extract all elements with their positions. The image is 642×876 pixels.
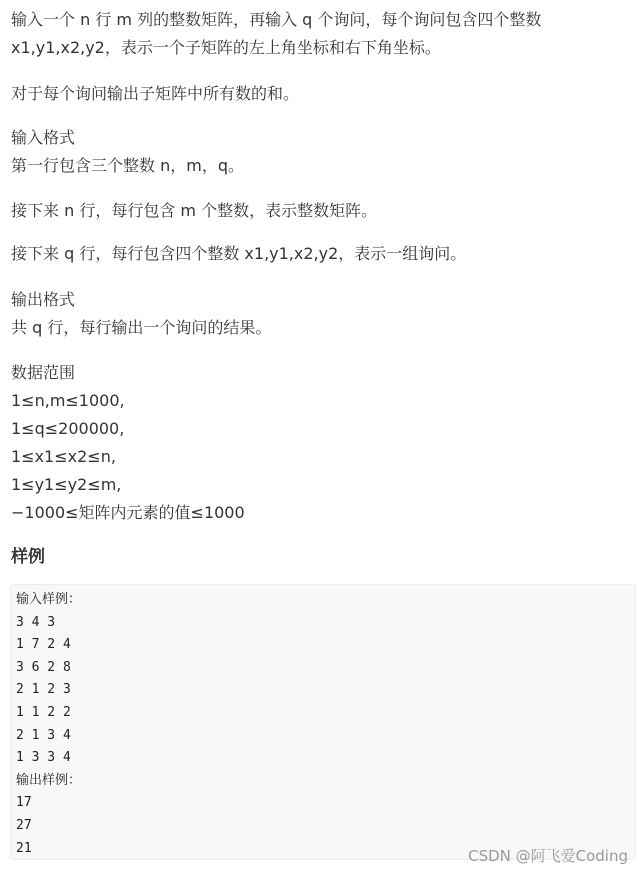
output-format-line-1: 共 q 行，每行输出一个询问的结果。 <box>11 318 272 337</box>
sample-line: 1 3 3 4 <box>16 750 71 766</box>
sample-heading: 样例 <box>11 547 45 567</box>
input-format-line-3: 接下来 q 行，每行包含四个整数 x1,y1,x2,y2，表示一组询问。 <box>11 244 467 263</box>
sample-line: 3 6 2 8 <box>16 659 71 675</box>
sample-line: 1 7 2 4 <box>16 637 71 653</box>
task-statement: 对于每个询问输出子矩阵中所有数的和。 <box>11 84 300 103</box>
sample-line: 17 <box>16 795 32 811</box>
data-range-line-4: 1≤y1≤y2≤m, <box>11 475 122 494</box>
sample-code-block <box>10 584 636 860</box>
sample-output-label: 输出样例： <box>16 772 82 788</box>
data-range-line-1: 1≤n,m≤1000, <box>11 391 125 410</box>
sample-line: 2 1 2 3 <box>16 682 71 698</box>
data-range-line-5: −1000≤矩阵内元素的值≤1000 <box>11 503 245 522</box>
sample-input-label: 输入样例： <box>16 592 82 607</box>
sample-code <box>16 589 81 860</box>
sample-line: 1 1 2 2 <box>16 704 71 720</box>
csdn-watermark: CSDN @阿飞爱Coding <box>468 847 628 865</box>
input-format-section <box>11 124 244 180</box>
problem-description <box>11 6 541 62</box>
sample-line: 2 1 3 4 <box>16 727 71 743</box>
data-range-line-2: 1≤q≤200000, <box>11 419 125 438</box>
output-format-title: 输出格式 <box>11 290 76 309</box>
input-format-line-1: 第一行包含三个整数 n，m，q。 <box>11 156 244 175</box>
data-range-title: 数据范围 <box>11 363 76 382</box>
input-format-line-2: 接下来 n 行，每行包含 m 个整数，表示整数矩阵。 <box>11 201 378 220</box>
data-range-line-3: 1≤x1≤x2≤n, <box>11 447 116 466</box>
input-format-title: 输入格式 <box>11 128 76 147</box>
sample-line: 21 <box>16 840 32 856</box>
sample-line: 27 <box>16 817 32 833</box>
output-format-section <box>11 286 271 342</box>
description-line-1: 输入一个 n 行 m 列的整数矩阵，再输入 q 个询问，每个询问包含四个整数 <box>11 10 542 29</box>
data-range-section <box>11 359 245 527</box>
description-line-2: x1,y1,x2,y2，表示一个子矩阵的左上角坐标和右下角坐标。 <box>11 38 441 57</box>
sample-line: 3 4 3 <box>16 614 56 630</box>
